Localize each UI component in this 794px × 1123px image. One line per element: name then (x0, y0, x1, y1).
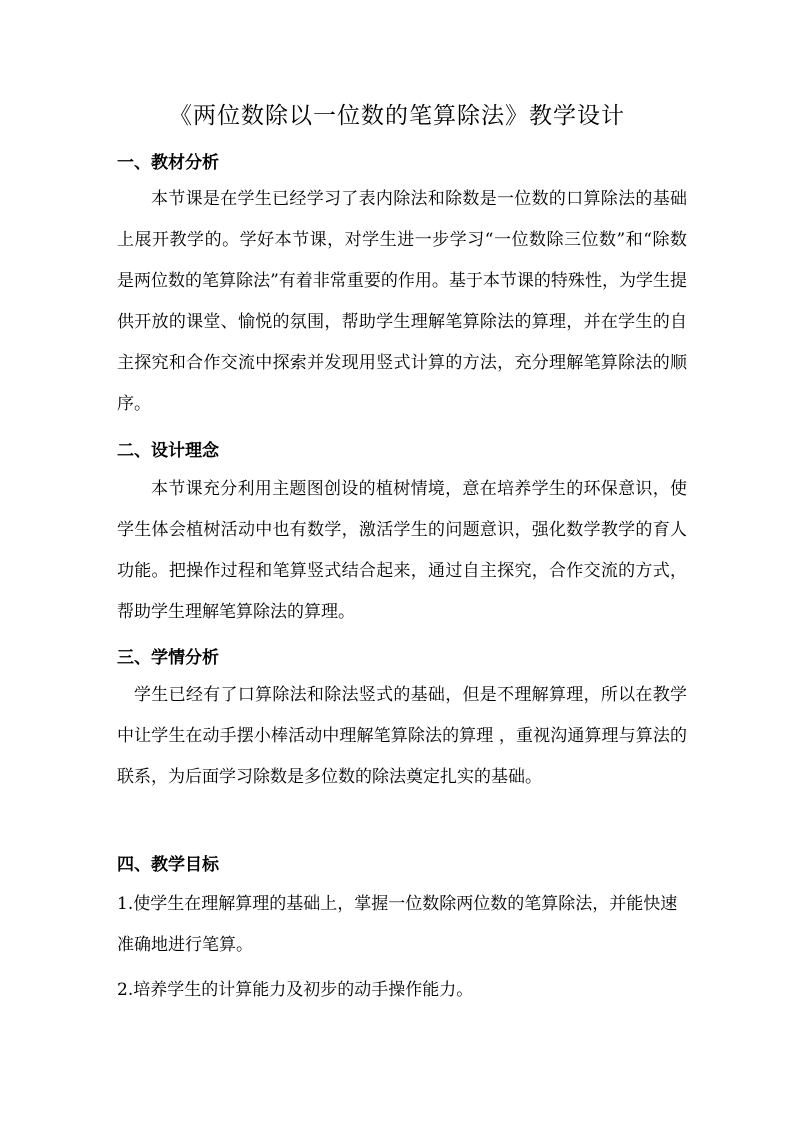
section-paragraph-student-analysis: 学生已经有了口算除法和除法竖式的基础，但是不理解算理，所以在教学中让学生在动手摆小棒活动中理解笔算除法的算理 ，重视沟通算理与算法的联系，为后面学习除数是多位数的除法奠定扎实的基础。 (117, 685, 687, 787)
document-title: 《两位数除以一位数的笔算除法》教学设计 (169, 103, 625, 129)
section-heading-teaching-goals: 四、教学目标 (117, 855, 219, 875)
section-heading-student-analysis: 三、学情分析 (117, 648, 219, 668)
section-heading-materials: 一、教材分析 (117, 153, 219, 173)
teaching-goal-item: 1.使学生在理解算理的基础上，掌握一位数除两位数的笔算除法，并能快速准确地进行笔算。 (117, 894, 678, 955)
teaching-goal-item: 2.培养学生的计算能力及初步的动手操作能力。 (117, 980, 474, 1000)
section-heading-design-concept: 二、设计理念 (117, 441, 219, 461)
section-paragraph-materials: 本节课是在学生已经学习了表内除法和除数是一位数的口算除法的基础上展开教学的。学好本节课，对学生进一步学习“一位数除三位数”和“除数是两位数的笔算除法”有着非常重要的作用。基于本节课的特殊性，为学生提供开放的课堂、愉悦的氛围，帮助学生理解笔算除法的算理，并在学生的自主探究和合作交流中探索并发现用竖式计算的方法，充分理解笔算除法的顺序。 (117, 189, 687, 414)
section-paragraph-design-concept: 本节课充分利用主题图创设的植树情境，意在培养学生的环保意识，使学生体会植树活动中也有数学，激活学生的问题意识，强化数学教学的育人功能。把操作过程和笔算竖式结合起来，通过自主探究，合作交流的方式，帮助学生理解笔算除法的算理。 (117, 479, 687, 622)
